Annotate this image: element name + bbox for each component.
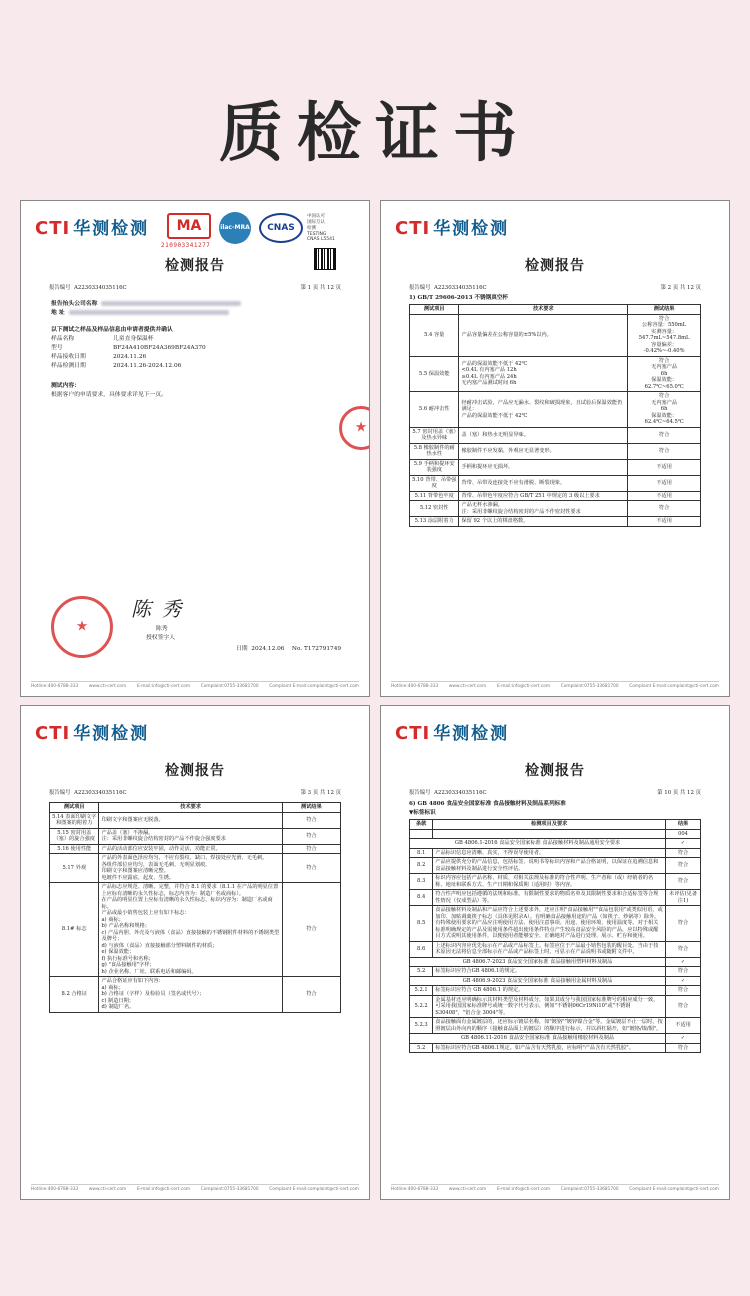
req-cell: 食品接触面有金属镀层的，还应标示镀层名称，如"镀铬""镀锌镍合金"等。金属镀层不止一层时，按照镀层由外向内的顺序（接触食品面上的镀层）的顺序进行标示，并以斜杠隔开，如"镀铬/镍/铜"。: [433, 1018, 666, 1034]
request-label: 测试内容：: [51, 383, 80, 389]
no-cell: 5.2.2: [410, 995, 433, 1018]
res-cell: 符合: [666, 941, 701, 957]
report-date: 日期 2024.12.06 No. T172791749: [236, 646, 342, 652]
item-cell: 5.10 背带、吊带强度: [410, 475, 459, 491]
item-cell: 5.13 涂层附着力: [410, 517, 459, 527]
res-cell: 符合: [666, 848, 701, 858]
report-meta: 报告编号 A2230334035116C 第 10 页 共 12 页: [409, 790, 701, 796]
req-cell: 产品应提供充分的产品信息，包括标签、说明书等标识内容和产品合格证明，以保证在追溯信息和食品接触材料及制品进行安全性评估。: [433, 858, 666, 874]
item-cell: 8.2 合格证: [50, 977, 99, 1013]
column-header: 技术要求: [459, 305, 628, 315]
cnas-text: 中国认可 国际互认 检测 TESTING CNAS L5541: [307, 214, 335, 243]
signer-title: 授权签字人: [146, 635, 175, 641]
res-cell: 符合: [666, 995, 701, 1018]
model-row: 型号 BF24A410BF24A369BF24A370: [51, 345, 206, 351]
res-cell: 符合: [628, 501, 701, 517]
req-cell: 标签标识应符合GB 4806.1规定。如产品含有天然乳胶，应标明"产品含有天然乳胶"。: [433, 1043, 666, 1053]
confirm-label: 以下测试之样品及样品信息由申请者提供并确认: [51, 327, 173, 333]
report-title: 检测报告: [165, 258, 225, 274]
table-row: [410, 475, 701, 491]
res-cell: 符合: [282, 883, 340, 977]
item-cell: 5.16 使用性能: [50, 844, 99, 854]
label-table: [409, 819, 701, 1053]
item-cell: 8.1# 标志: [50, 883, 99, 977]
req-cell: 产品无杯水渗漏。 注：采用非螺纹旋合结构密封的产品不作密封性要求: [459, 501, 628, 517]
table-row: [410, 356, 701, 392]
cti-logo: CTI 华测检测: [35, 723, 150, 744]
res-cell: 符合: [666, 858, 701, 874]
column-header: 测试结果: [628, 305, 701, 315]
column-header: 结果: [666, 820, 701, 830]
req-cell: 产品容量偏差在公称容量的±5%以内。: [459, 314, 628, 356]
req-cell: 产品盖（塞）不渗漏。 注：采用非螺纹旋合结构密封的产品不作旋合强度要求: [99, 828, 282, 844]
company-stamp: ★: [51, 596, 113, 658]
req-cell: 背带、吊带色牢度应符合 GB/T 251 中规定的 3 级以上要求: [459, 491, 628, 501]
no-cell: 8.4: [410, 890, 433, 906]
res-cell: 符合: [282, 828, 340, 844]
standard-band: GB 4806.7-2023 食品安全国家标准 食品接触用塑料材料及制品: [410, 957, 666, 967]
res-cell: 符合: [628, 427, 701, 443]
res-cell: 符合: [282, 812, 340, 828]
item-cell: 5.6 耐冲击性: [410, 392, 459, 428]
req-cell: 标识内容应包括产品名称、材质、对相关法规及标准的符合性声明、生产者和（或）经销者的名称、地址和联系方式、生产日期和保质期（适用时）等内容。: [433, 874, 666, 890]
no-cell: 8.1: [410, 848, 433, 858]
table-header: [50, 803, 341, 813]
received-row: 样品接收日期 2024.11.26: [51, 354, 147, 360]
sub-section-title: ▼标签标识: [409, 810, 436, 816]
test-date-row: 样品检测日期 2024.11.26-2024.12.06: [51, 363, 182, 369]
sample-name-row: 样品名称 儿童直身保温杯: [51, 336, 154, 342]
table-row: [410, 392, 701, 428]
no-cell: 5.2: [410, 1043, 433, 1053]
page-footer: Hotline:400-6788-333 www.cti-cert.com E-mail:info@cti-cert.com Complaint:0755-33681700 Complaint E-mail:complaint@cti-cert.com: [31, 1184, 359, 1192]
req-cell: 经耐冲击试验，产品应无漏水、裂纹和破损现象，且试验后保温效能仍满足： 产品的保温效能不低于 42℃: [459, 392, 628, 428]
column-header: 测试项目: [50, 803, 99, 813]
res-cell: 符合: [282, 844, 340, 854]
blank-cell: [433, 829, 666, 839]
standard-band: GB 4806.11-2016 食品安全国家标准 食品接触用橡胶材料及制品: [410, 1034, 666, 1044]
cma-mark: MA: [167, 213, 211, 239]
table-row: [410, 1018, 701, 1034]
table-row: [410, 976, 701, 986]
table-row: [410, 957, 701, 967]
column-header: 条款: [410, 820, 433, 830]
result-cell: ✓: [666, 1034, 701, 1044]
res-cell: 不适用: [628, 475, 701, 491]
cma-number: 210903341277: [161, 242, 211, 249]
req-cell: 金属基材还应明确标示其材料类型及材料成分，如果其成分与我国国家标准牌号的相应成分一致，可采用我国国家标准牌号或统一数字代号表示，例如"不锈钢06Cr19Ni10"或"不锈钢 S30408"，"铝合金 3004"等。: [433, 995, 666, 1018]
table-row: [410, 1034, 701, 1044]
req-cell: 标签标识应符合GB 4806.1的规定。: [433, 967, 666, 977]
req-cell: 保留 92 个以上的棋盘格数。: [459, 517, 628, 527]
table-row: [410, 829, 701, 839]
result-cell: ✓: [666, 976, 701, 986]
no-cell: 8.3: [410, 874, 433, 890]
table-row: [410, 906, 701, 942]
res-cell: 不适用: [628, 459, 701, 475]
table-row: [410, 858, 701, 874]
res-cell: 符合: [666, 906, 701, 942]
company-stamp-side: ★: [339, 406, 370, 450]
cti-logo: CTI 华测检测: [395, 218, 510, 239]
report-title: 检测报告: [525, 258, 585, 274]
item-cell: 5.17 外观: [50, 854, 99, 883]
report-meta: 报告编号 A2230334035116C 第 3 页 共 12 页: [49, 790, 341, 796]
table-row: [410, 491, 701, 501]
cnas-logo: CNAS: [259, 213, 303, 243]
table-row: [50, 812, 341, 828]
signature: 陈 秀: [131, 597, 184, 621]
section-title: 1) GB/T 29606-2013 不锈钢真空杯: [409, 295, 509, 301]
no-cell: 5.2: [410, 967, 433, 977]
report-page-4: [380, 705, 730, 1200]
page-footer: Hotline:400-6788-333 www.cti-cert.com E-mail:info@cti-cert.com Complaint:0755-33681700 Complaint E-mail:complaint@cti-cert.com: [391, 681, 719, 689]
report-title: 检测报告: [525, 763, 585, 779]
result-number: 004: [666, 829, 701, 839]
ilac-mra-logo: ilac-MRA: [219, 212, 251, 244]
req-cell: 产品标识信息应清晰、真实，不得误导使用者。: [433, 848, 666, 858]
item-cell: 5.15 密封用盖（塞）的旋合强度: [50, 828, 99, 844]
item-cell: 5.9 手柄和提环安装强度: [410, 459, 459, 475]
no-cell: 8.5: [410, 906, 433, 942]
column-header: 测试结果: [282, 803, 340, 813]
req-cell: 产品的活动部位应安装牢固，动作灵活，功能正常。: [99, 844, 282, 854]
no-cell: 5.2.1: [410, 986, 433, 996]
table-row: [50, 883, 341, 977]
table-row: [410, 1043, 701, 1053]
res-cell: 符合: [666, 874, 701, 890]
report-meta: 报告编号 A2230334035116C 第 2 页 共 12 页: [409, 285, 701, 291]
applicant-name-row: 报告抬头公司名称: [51, 301, 241, 308]
res-cell: 未评估(见备注1): [666, 890, 701, 906]
report-meta: 报告编号 A2230334035116C 第 1 页 共 12 页: [49, 285, 341, 291]
req-cell: 橡胶制件不应发黏，外观应无显著变形。: [459, 443, 628, 459]
report-page-2: [380, 200, 730, 697]
no-cell: 5.2.3: [410, 1018, 433, 1034]
request-text: 根据客户的申请要求，具体要求详见下一页。: [51, 392, 167, 398]
table-row: [410, 459, 701, 475]
table-header: [410, 305, 701, 315]
signer-name: 陈秀: [156, 626, 168, 632]
req-cell: 手柄和提环应无损坏。: [459, 459, 628, 475]
req-cell: 产品的外表面色泽应均匀，不应有裂纹、缺口、焊接处应光滑、无毛刺。 各组件部位应均匀，表面无毛刺、无明显划痕。 印刷文字和图案应清晰完整。 电镀件不应露底、起皮、生锈。: [99, 854, 282, 883]
req-cell: 盖（塞）和热水无明显异味。: [459, 427, 628, 443]
res-cell: 符合 公称容量：550mL 实测容量： 547.7mL~547.8mL 容量偏差： -0.42%~-0.40%: [628, 314, 701, 356]
item-cell: 5.4 容量: [410, 314, 459, 356]
result-cell: ✓: [666, 839, 701, 849]
table-row: [50, 854, 341, 883]
column-header: 测试项目: [410, 305, 459, 315]
res-cell: 符合 无内塞产品 6h 保温效能： 62.7℃~65.0℃: [628, 356, 701, 392]
address-row: 地 址: [51, 310, 229, 317]
item-cell: 5.12 密封性: [410, 501, 459, 517]
standard-band: GB 4806.1-2016 食品安全国家标准 食品接触材料及制品通用安全要求: [410, 839, 666, 849]
item-cell: 5.8 橡胶制件的耐热水性: [410, 443, 459, 459]
blank-cell: [410, 829, 433, 839]
req-cell: 产品合格证应有如下内容： a) 商标； b) 合格证（字样）及检验员（签名或代号）； c) 制造日期； d) 制造厂名。: [99, 977, 282, 1013]
table-row: [410, 986, 701, 996]
table-row: [410, 501, 701, 517]
res-cell: 符合: [666, 967, 701, 977]
req-cell: 产品的保温效能不低于 42℃ <0.4L 有内塞产品 12h ≥0.4L 有内塞产品 24h 无内塞产品测试时间 6h: [459, 356, 628, 392]
column-header: 技术要求: [99, 803, 282, 813]
report-page-1: [20, 200, 370, 697]
table-row: [410, 874, 701, 890]
page-heading: 质检证书: [219, 97, 531, 171]
req-cell: 食品接触材料及制品和产品应符合上述要求外，还应注明"食品接触用""食品包装用"或类似用语，或加印、加贴调羹筷子标志（具体见附录A）。有明确食品接触用途的产品（如筷子、炒锅等）除外。有特殊使用要求的产品应注明使用方法、使用注意事项、用途、使用环境、使用温度等。对于相关标准明确规定的产品及需使用条件超出使用条件特点产生较高食品安全风险的产品，应以特殊或醒目方式说明其使用条件，以便使用者能够安全、正确地对产品进行处理、展示、贮存和使用。: [433, 906, 666, 942]
req-cell: 产品标志应规范、清晰、完整，并符合 8.1 的要求（8.1.1 在产品的明显位置上应标有清晰的永久性标志，标志内容为：制造厂名或商标）。 在产品的明显位置上应标有清晰的永久性标志，标识内容为：制造厂名或商标。 产品或最小销售包装上应有如下标志： a) 商标； b) 产品名称和规格； c) 产品内胆、外壳及与液体（食品）直接接触的不锈钢附件材料的不锈钢类型及牌号； d) 与液体（食品）直接接触部分塑料制件的材质； e) 保温效能； f) 执行标准号和名称； g) "食品接触用"字样； h) 企业名称、厂址、联系电话和邮编码。: [99, 883, 282, 977]
table-row: [410, 839, 701, 849]
res-cell: 不适用: [628, 517, 701, 527]
req-cell: 标签标识应符合 GB 4806.1 的规定。: [433, 986, 666, 996]
res-cell: 符合: [628, 443, 701, 459]
cti-logo: CTI 华测检测: [35, 218, 150, 239]
req-cell: 印刷文字和图案应无脱落。: [99, 812, 282, 828]
item-cell: 5.5 保温效能: [410, 356, 459, 392]
item-cell: 5.11 背带色牢度: [410, 491, 459, 501]
no-cell: 8.6: [410, 941, 433, 957]
res-cell: 不适用: [666, 1018, 701, 1034]
column-header: 检测项目及要求: [433, 820, 666, 830]
res-cell: 不适用: [628, 491, 701, 501]
table-row: [50, 828, 341, 844]
res-cell: 符合: [282, 854, 340, 883]
res-cell: 符合: [282, 977, 340, 1013]
page-footer: Hotline:400-6788-333 www.cti-cert.com E-mail:info@cti-cert.com Complaint:0755-33681700 Complaint E-mail:complaint@cti-cert.com: [391, 1184, 719, 1192]
table-row: [410, 941, 701, 957]
table-row: [410, 890, 701, 906]
result-cell: ✓: [666, 957, 701, 967]
table-row: [410, 967, 701, 977]
item-cell: 5.14 表面印刷文字和图案的附着力: [50, 812, 99, 828]
table-row: [410, 443, 701, 459]
test-table: [49, 802, 341, 1013]
table-row: [50, 977, 341, 1013]
item-cell: 5.7 密封用盖（塞）及热水异味: [410, 427, 459, 443]
no-cell: 8.2: [410, 858, 433, 874]
test-table: [409, 304, 701, 527]
page-footer: Hotline:400-6788-333 www.cti-cert.com E-mail:info@cti-cert.com Complaint:0755-33681700 Complaint E-mail:complaint@cti-cert.com: [31, 681, 359, 689]
table-header: [410, 820, 701, 830]
table-row: [410, 427, 701, 443]
req-cell: 符合性声明应包括遵循的法规和标准。有限制性要求的物质名单及其限制性要求和合适标签等合规性情况（仅成型品）等。: [433, 890, 666, 906]
cti-logo: CTI 华测检测: [395, 723, 510, 744]
report-page-3: [20, 705, 370, 1200]
table-row: [410, 517, 701, 527]
table-row: [410, 314, 701, 356]
report-title: 检测报告: [165, 763, 225, 779]
section-title: 6) GB 4806 食品安全国家标准 食品接触材料及制品系列标准: [409, 801, 566, 807]
table-row: [410, 995, 701, 1018]
table-row: [50, 844, 341, 854]
table-row: [410, 848, 701, 858]
res-cell: 符合 无内塞产品 6h 保温效能： 62.4℃~64.5℃: [628, 392, 701, 428]
req-cell: 背带、吊带及连接处不应有滑脱、断裂现象。: [459, 475, 628, 491]
req-cell: 上述标识内容应优先标示在产品或产品标签上。标签应位于产品最小销售包装的醒目处。当由于技术原因无法将信息全部标示在产品或产品标签上时，可显示在产品说明书或随附文件中。: [433, 941, 666, 957]
res-cell: 符合: [666, 986, 701, 996]
res-cell: 符合: [666, 1043, 701, 1053]
standard-band: GB 4806.9-2023 食品安全国家标准 食品接触用金属材料及制品: [410, 976, 666, 986]
